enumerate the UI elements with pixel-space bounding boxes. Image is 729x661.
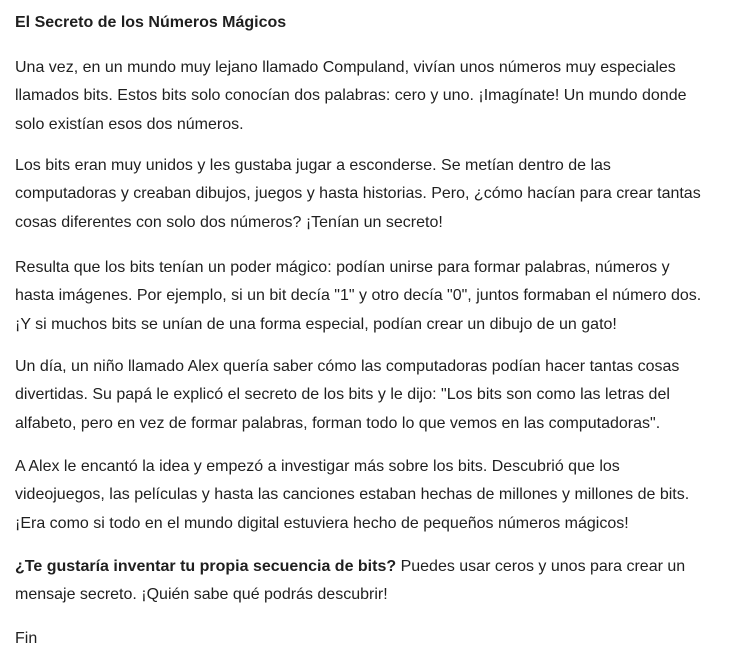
paragraph-magic-power: Resulta que los bits tenían un poder mágico: podían unirse para formar palabras, números y hasta imágenes. Por ejemplo, si un bit decía "1" y otro decía "0", juntos formaban el número dos. ¡Y si muchos bits se unían de una forma especial, podían crear un dibujo de un gato! <box>15 259 702 333</box>
paragraph-question <box>15 553 709 610</box>
story-title: El Secreto de los Números Mágicos <box>15 14 287 31</box>
paragraph-discovery: A Alex le encantó la idea y empezó a investigar más sobre los bits. Descubrió que los videojuegos, las películas y hasta las canciones estaban hechas de millones y millones de bits. ¡Era como si todo en el mundo digital estuviera hecho de pequeños números mágicos! <box>15 458 690 532</box>
paragraph-bits-hide: Los bits eran muy unidos y les gustaba jugar a esconderse. Se metían dentro de las computadoras y creaban dibujos, juegos y hasta historias. Pero, ¿cómo hacían para crear tantas cosas diferentes con solo dos números? ¡Tenían un secreto! <box>15 157 701 231</box>
paragraph-alex: Un día, un niño llamado Alex quería saber cómo las computadoras podían hacer tantas cosas divertidas. Su papá le explicó el secreto de los bits y le dijo: "Los bits son como las letras del alfabeto, pero en vez de formar palabras, forman todo lo que vemos en las computadoras". <box>15 358 680 432</box>
story-ending: Fin <box>15 630 38 647</box>
question-bold-text: ¿Te gustaría inventar tu propia secuencia de bits? <box>15 558 397 575</box>
question-rest-text: Puedes usar ceros y unos para crear un mensaje secreto. ¡Quién sabe qué podrás descubrir! <box>15 558 686 604</box>
paragraph-intro: Una vez, en un mundo muy lejano llamado Compuland, vivían unos números muy especiales llamados bits. Estos bits solo conocían dos palabras: cero y uno. ¡Imagínate! Un mundo donde solo existían esos dos números. <box>15 59 687 133</box>
